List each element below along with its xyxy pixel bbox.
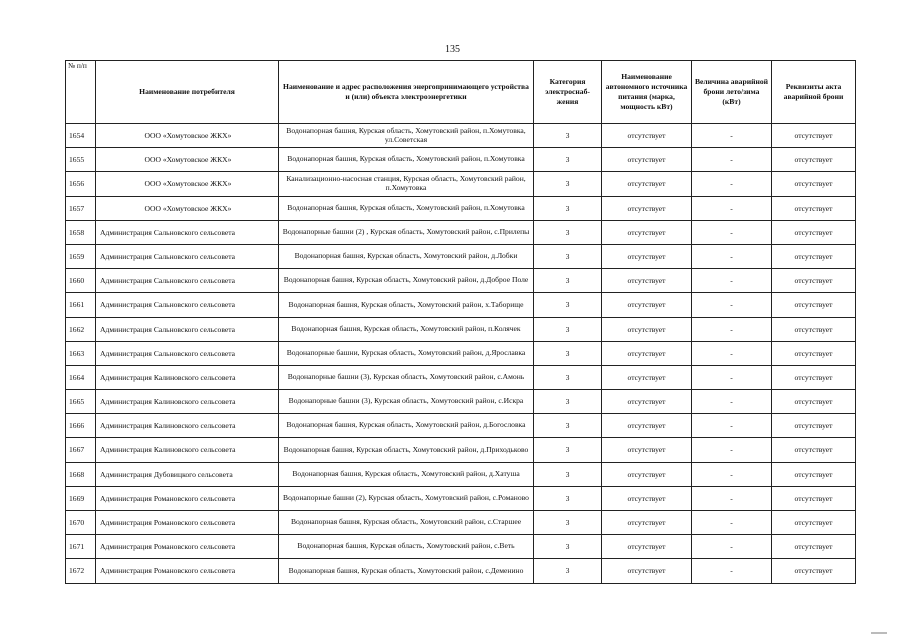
- row-emergency-reserve: -: [692, 196, 772, 220]
- row-power-source: отсутствует: [602, 511, 692, 535]
- row-address: [279, 559, 534, 583]
- row-emergency-reserve: -: [692, 486, 772, 510]
- row-emergency-reserve: -: [692, 414, 772, 438]
- row-act-details: отсутствует: [772, 172, 856, 196]
- row-consumer: Администрация Калиновского сельсовета: [96, 414, 279, 438]
- header-category: Категория электроснаб- жения: [534, 61, 602, 124]
- row-power-source: отсутствует: [602, 462, 692, 486]
- row-number: 1661: [66, 293, 96, 317]
- row-emergency-reserve: -: [692, 438, 772, 462]
- row-address-text: Водонапорная башня, Курская область, Хомутовский район, с.Старшее: [290, 517, 522, 527]
- row-address: [279, 220, 534, 244]
- row-category: 3: [534, 438, 602, 462]
- row-number: 1660: [66, 269, 96, 293]
- row-category: 3: [534, 341, 602, 365]
- row-consumer: Администрация Дубовицкого сельсовета: [96, 462, 279, 486]
- row-consumer: Администрация Калиновского сельсовета: [96, 390, 279, 414]
- row-consumer: Администрация Сальновского сельсовета: [96, 317, 279, 341]
- row-category: 3: [534, 317, 602, 341]
- row-emergency-reserve: -: [692, 269, 772, 293]
- row-power-source: отсутствует: [602, 317, 692, 341]
- header-row: [66, 61, 856, 124]
- row-address-text: Водонапорная башня, Курская область, Хомутовский район, д.Хатуша: [292, 468, 520, 478]
- row-consumer: ООО «Хомутовское ЖКХ»: [96, 196, 279, 220]
- row-number: 1669: [66, 486, 96, 510]
- row-address-text: Водонапорная башня, Курская область, Хомутовский район, д.Лобки: [294, 251, 518, 261]
- header-consumer: Наименование потребителя: [96, 61, 279, 124]
- row-number: 1663: [66, 341, 96, 365]
- row-emergency-reserve: -: [692, 148, 772, 172]
- row-address-text: Водонапорные башни, Курская область, Хомутовский район, д.Ярославка: [286, 347, 526, 357]
- consumers-table: [65, 60, 856, 584]
- table-row: [66, 390, 856, 414]
- table-row: [66, 124, 856, 148]
- row-power-source: отсутствует: [602, 559, 692, 583]
- row-category: 3: [534, 511, 602, 535]
- row-emergency-reserve: -: [692, 220, 772, 244]
- row-address: [279, 462, 534, 486]
- row-number: 1671: [66, 535, 96, 559]
- row-act-details: отсутствует: [772, 438, 856, 462]
- row-address: [279, 293, 534, 317]
- page-number: 135: [445, 44, 460, 55]
- row-act-details: отсутствует: [772, 196, 856, 220]
- row-emergency-reserve: -: [692, 365, 772, 389]
- row-act-details: отсутствует: [772, 559, 856, 583]
- row-number: 1664: [66, 365, 96, 389]
- row-power-source: отсутствует: [602, 148, 692, 172]
- row-address-text: Водонапорные башни (2) , Курская область, Хомутовский район, с.Прилепы: [282, 226, 530, 236]
- row-consumer: Администрация Сальновского сельсовета: [96, 341, 279, 365]
- row-emergency-reserve: -: [692, 535, 772, 559]
- row-act-details: отсутствует: [772, 269, 856, 293]
- table-row: [66, 365, 856, 389]
- table-row: [66, 462, 856, 486]
- row-address-text: Водонапорная башня, Курская область, Хомутовский район, д.Приходьково: [283, 444, 529, 454]
- row-act-details: отсутствует: [772, 535, 856, 559]
- row-act-details: отсутствует: [772, 511, 856, 535]
- row-address: [279, 124, 534, 148]
- table-row: [66, 172, 856, 196]
- row-consumer: Администрация Романовского сельсовета: [96, 535, 279, 559]
- row-consumer: Администрация Калиновского сельсовета: [96, 438, 279, 462]
- row-consumer: Администрация Романовского сельсовета: [96, 486, 279, 510]
- scan-mark: [871, 632, 887, 634]
- row-category: 3: [534, 148, 602, 172]
- row-address-text: Канализационно-насосная станция, Курская область, Хомутовский район, п.Хомутовка: [286, 174, 526, 192]
- header-reserve: Величина аварийной брони лето/зима (кВт): [692, 61, 772, 124]
- row-category: 3: [534, 244, 602, 268]
- row-act-details: отсутствует: [772, 341, 856, 365]
- row-emergency-reserve: -: [692, 559, 772, 583]
- row-address: [279, 341, 534, 365]
- row-act-details: отсутствует: [772, 390, 856, 414]
- row-category: 3: [534, 124, 602, 148]
- row-consumer: Администрация Романовского сельсовета: [96, 511, 279, 535]
- table-row: [66, 559, 856, 583]
- row-consumer: Администрация Калиновского сельсовета: [96, 365, 279, 389]
- table-row: [66, 220, 856, 244]
- row-power-source: отсутствует: [602, 414, 692, 438]
- row-number: 1666: [66, 414, 96, 438]
- header-act: Реквизиты акта аварийной брони: [772, 61, 856, 124]
- table-row: [66, 511, 856, 535]
- row-power-source: отсутствует: [602, 124, 692, 148]
- table-row: [66, 269, 856, 293]
- row-consumer: Администрация Сальновского сельсовета: [96, 293, 279, 317]
- header-source: Наименование автономного источника питания (марка, мощность кВт): [602, 61, 692, 124]
- row-emergency-reserve: -: [692, 317, 772, 341]
- row-category: 3: [534, 269, 602, 293]
- row-act-details: отсутствует: [772, 124, 856, 148]
- row-address-text: Водонапорная башня, Курская область, Хомутовский район, п.Хомутовка: [287, 202, 525, 212]
- table-row: [66, 148, 856, 172]
- row-consumer: ООО «Хомутовское ЖКХ»: [96, 172, 279, 196]
- row-address: [279, 438, 534, 462]
- row-number: 1658: [66, 220, 96, 244]
- row-act-details: отсутствует: [772, 414, 856, 438]
- header-address: Наименование и адрес расположения энергопринимающего устройства и (или) объекта электроэнергетики: [279, 61, 534, 124]
- row-consumer: ООО «Хомутовское ЖКХ»: [96, 148, 279, 172]
- row-number: 1659: [66, 244, 96, 268]
- table-row: [66, 244, 856, 268]
- table-row: [66, 438, 856, 462]
- row-address-text: Водонапорные башни (3), Курская область, Хомутовский район, с.Амонь: [287, 372, 525, 382]
- row-address: [279, 414, 534, 438]
- table-row: [66, 196, 856, 220]
- table-row: [66, 341, 856, 365]
- row-act-details: отсутствует: [772, 220, 856, 244]
- row-power-source: отсутствует: [602, 269, 692, 293]
- row-power-source: отсутствует: [602, 390, 692, 414]
- row-address: [279, 486, 534, 510]
- row-number: 1657: [66, 196, 96, 220]
- row-power-source: отсутствует: [602, 535, 692, 559]
- row-address-text: Водонапорные башни (3), Курская область, Хомутовский район, с.Искра: [288, 396, 524, 406]
- row-power-source: отсутствует: [602, 365, 692, 389]
- row-consumer: Администрация Сальновского сельсовета: [96, 269, 279, 293]
- row-consumer: ООО «Хомутовское ЖКХ»: [96, 124, 279, 148]
- row-consumer: Администрация Сальновского сельсовета: [96, 244, 279, 268]
- row-category: 3: [534, 220, 602, 244]
- row-address-text: Водонапорные башни (2), Курская область, Хомутовский район, с.Романово: [283, 493, 529, 503]
- row-address: [279, 365, 534, 389]
- table-row: [66, 293, 856, 317]
- row-act-details: отсутствует: [772, 365, 856, 389]
- row-number: 1654: [66, 124, 96, 148]
- row-emergency-reserve: -: [692, 293, 772, 317]
- row-category: 3: [534, 172, 602, 196]
- row-address-text: Водонапорная башня, Курская область, Хомутовский район, п.Колячек: [291, 323, 521, 333]
- row-number: 1667: [66, 438, 96, 462]
- row-number: 1655: [66, 148, 96, 172]
- row-address: [279, 269, 534, 293]
- row-category: 3: [534, 414, 602, 438]
- row-act-details: отсутствует: [772, 148, 856, 172]
- row-emergency-reserve: -: [692, 124, 772, 148]
- row-act-details: отсутствует: [772, 244, 856, 268]
- row-address-text: Водонапорная башня, Курская область, Хомутовский район, п.Хомутовка, ул.Советская: [286, 125, 526, 144]
- row-emergency-reserve: -: [692, 172, 772, 196]
- row-number: 1668: [66, 462, 96, 486]
- table-row: [66, 486, 856, 510]
- row-address-text: Водонапорная башня, Курская область, Хомутовский район, с.Веть: [297, 541, 515, 551]
- row-number: 1665: [66, 390, 96, 414]
- row-address: [279, 244, 534, 268]
- row-category: 3: [534, 390, 602, 414]
- row-number: 1672: [66, 559, 96, 583]
- row-category: 3: [534, 462, 602, 486]
- row-emergency-reserve: -: [692, 341, 772, 365]
- row-act-details: отсутствует: [772, 486, 856, 510]
- row-address: [279, 535, 534, 559]
- row-number: 1662: [66, 317, 96, 341]
- row-address: [279, 172, 534, 196]
- table-row: [66, 535, 856, 559]
- row-address-text: Водонапорная башня, Курская область, Хомутовский район, д.Доброе Поле: [283, 275, 529, 285]
- row-emergency-reserve: -: [692, 244, 772, 268]
- row-category: 3: [534, 559, 602, 583]
- row-act-details: отсутствует: [772, 293, 856, 317]
- row-consumer: Администрация Романовского сельсовета: [96, 559, 279, 583]
- row-power-source: отсутствует: [602, 438, 692, 462]
- row-address: [279, 390, 534, 414]
- row-act-details: отсутствует: [772, 462, 856, 486]
- row-emergency-reserve: -: [692, 390, 772, 414]
- row-power-source: отсутствует: [602, 196, 692, 220]
- row-act-details: отсутствует: [772, 317, 856, 341]
- row-category: 3: [534, 293, 602, 317]
- row-number: 1670: [66, 511, 96, 535]
- row-address: [279, 511, 534, 535]
- table-row: [66, 317, 856, 341]
- row-power-source: отсутствует: [602, 172, 692, 196]
- row-address: [279, 148, 534, 172]
- row-consumer: Администрация Сальновского сельсовета: [96, 220, 279, 244]
- row-address-text: Водонапорная башня, Курская область, Хомутовский район, д.Богословка: [286, 420, 526, 430]
- row-address: [279, 317, 534, 341]
- row-power-source: отсутствует: [602, 244, 692, 268]
- row-address-text: Водонапорная башня, Курская область, Хомутовский район, х.Таборище: [288, 299, 524, 309]
- row-emergency-reserve: -: [692, 511, 772, 535]
- row-power-source: отсутствует: [602, 220, 692, 244]
- row-power-source: отсутствует: [602, 293, 692, 317]
- row-emergency-reserve: -: [692, 462, 772, 486]
- row-address-text: Водонапорная башня, Курская область, Хомутовский район, п.Хомутовка: [287, 154, 525, 164]
- row-power-source: отсутствует: [602, 341, 692, 365]
- row-number: 1656: [66, 172, 96, 196]
- table-row: [66, 414, 856, 438]
- table-header: [66, 61, 856, 124]
- table-body: [66, 124, 856, 584]
- row-category: 3: [534, 535, 602, 559]
- row-address-text: Водонапорная башня, Курская область, Хомутовский район, с.Деменино: [288, 565, 524, 575]
- row-category: 3: [534, 365, 602, 389]
- row-category: 3: [534, 196, 602, 220]
- row-category: 3: [534, 486, 602, 510]
- header-num: № п/п: [66, 61, 96, 124]
- row-address: [279, 196, 534, 220]
- row-power-source: отсутствует: [602, 486, 692, 510]
